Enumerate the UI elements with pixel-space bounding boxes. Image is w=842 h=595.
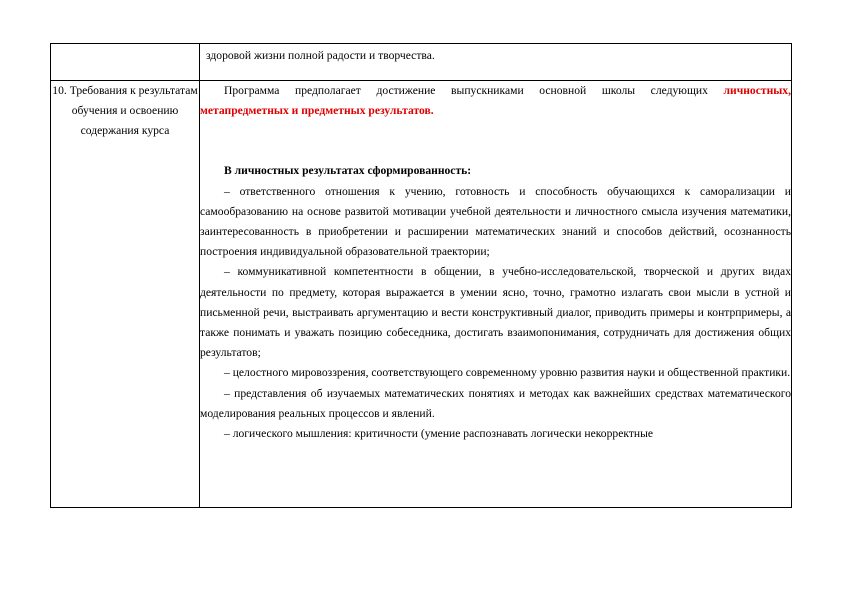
- row1-left-cell: [51, 44, 200, 81]
- row1-text: здоровой жизни полной радости и творчества.: [206, 49, 435, 62]
- spacer: [200, 121, 791, 161]
- intro-paragraph: [200, 81, 791, 121]
- intro-highlight: личностных, метапредметных и предметных результатов.: [200, 84, 791, 118]
- section-title: 10. Требования к результатам обучения и освоению содержания курса: [52, 84, 198, 138]
- document-table: [50, 43, 792, 508]
- table-row: [51, 81, 792, 508]
- list-item: – целостного мировоззрения, соответствующего современному уровню развития науки и общественной практики.: [224, 366, 791, 380]
- list-item: – ответственного отношения к учению, готовность и способность обучающихся к саморализации и самообразованию на основе развитой мотивации учебной деятельности и личностного смысла изучения математики, заинтересованность в приобретении и расширении математических знаний и способов действий, осознанность построения индивидуальной образовательной траектории;: [200, 184, 791, 259]
- personal-results-heading: В личностных результатах сформированность:: [224, 164, 472, 178]
- list-item: – коммуникативной компетентности в общении, в учебно-исследовательской, творческой и других видах деятельности по предмету, которая выражается в умении ясно, точно, грамотно излагать свои мысли в устной и письменной речи, выстраивать аргументацию и вести конструктивный диалог, приводить примеры и контрпримеры, а также понимать и уважать позицию собеседника, достигать взаимопонимания, сотрудничать для достижения общих результатов;: [200, 265, 791, 360]
- row1-right-cell: [200, 44, 792, 81]
- section-title-cell: [51, 81, 200, 508]
- list-item: – логического мышления: критичности (умение распознавать логически некорректные: [224, 427, 654, 441]
- intro-text: Программа предполагает достижение выпускниками основной школы следующих: [224, 84, 708, 97]
- list-item: – представления об изучаемых математических понятиях и методах как важнейших средствах математического моделирования реальных процессов и явлений.: [200, 386, 791, 420]
- section-content-cell: [200, 81, 792, 508]
- table-row: [51, 44, 792, 81]
